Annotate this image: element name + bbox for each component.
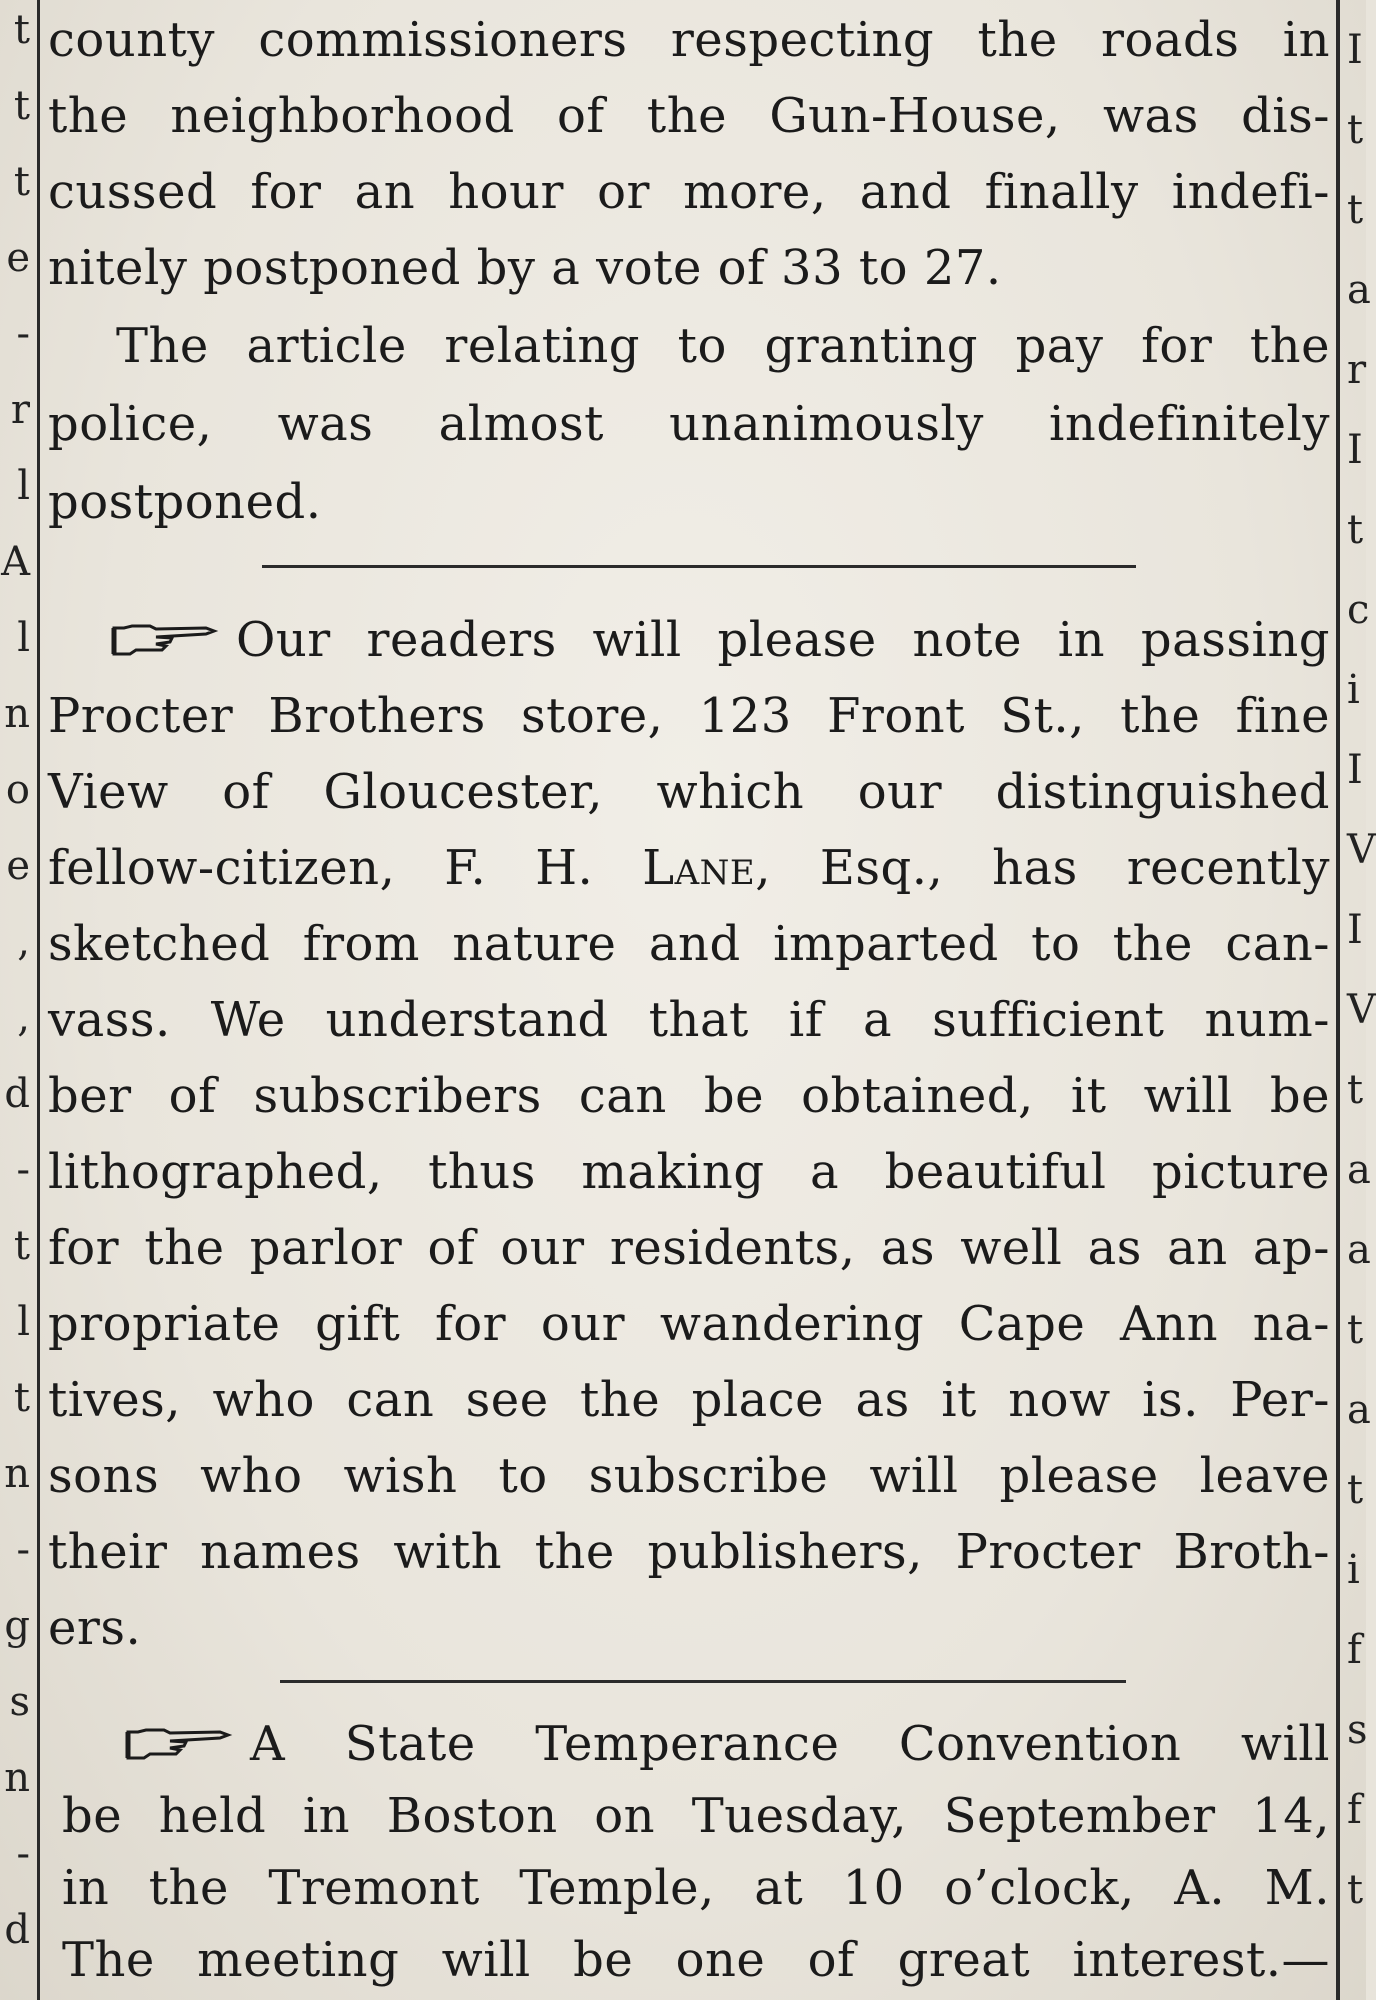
- fragment-char: f: [1347, 1787, 1362, 1833]
- left-column-fragment: [0, 0, 30, 2000]
- fragment-char: t: [1347, 507, 1364, 553]
- article-line: cussed for an hour or more, and finally indefi-: [48, 164, 1330, 220]
- fragment-char: s: [9, 1679, 30, 1725]
- fragment-char: -: [16, 1527, 30, 1573]
- notice-line: [48, 1712, 1330, 1776]
- pointing-hand-icon: [124, 1724, 236, 1764]
- fragment-char: d: [4, 1907, 30, 1953]
- right-column-fragment: [1345, 0, 1376, 2000]
- notice-line: sketched from nature and imparted to the can-: [48, 916, 1330, 972]
- fragment-char: t: [13, 1375, 30, 1421]
- fragment-char: e: [6, 235, 30, 281]
- column-rule-left: [37, 0, 40, 2000]
- pointing-hand-icon: [110, 620, 222, 660]
- notice-line: their names with the publishers, Procter Broth-: [48, 1524, 1330, 1580]
- notice-line: be held in Boston on Tuesday, September 14,: [62, 1788, 1330, 1844]
- fragment-char: r: [10, 387, 30, 433]
- notice-line: vass. We understand that if a sufficient num-: [48, 992, 1330, 1048]
- fragment-char: i: [1347, 1547, 1360, 1593]
- fragment-char: t: [1347, 1467, 1364, 1513]
- notice-line: tives, who can see the place as it now is. Per-: [48, 1372, 1330, 1428]
- fragment-char: a: [1347, 1147, 1371, 1193]
- fragment-char: V: [1347, 987, 1376, 1033]
- fragment-char: -: [16, 1147, 30, 1193]
- article-line: county commissioners respecting the roads in: [48, 12, 1330, 68]
- fragment-char: t: [1347, 107, 1364, 153]
- article-line: the neighborhood of the Gun-House, was dis-: [48, 88, 1330, 144]
- fragment-char: V: [1347, 827, 1376, 873]
- fragment-char: t: [13, 7, 30, 53]
- fragment-char: -: [16, 311, 30, 357]
- notice-line: Procter Brothers store, 123 Front St., the fine: [48, 688, 1330, 744]
- notice-line: ber of subscribers can be obtained, it will be: [48, 1068, 1330, 1124]
- notice-first-line: Our readers will please note in passing: [236, 612, 1330, 668]
- notice-line: [48, 836, 1330, 900]
- fragment-char: ,: [17, 995, 30, 1041]
- fragment-char: a: [1347, 1387, 1371, 1433]
- fragment-char: t: [13, 83, 30, 129]
- artist-name: F. H. Lane: [444, 840, 756, 896]
- fragment-char: A: [1, 539, 30, 585]
- fragment-char: r: [1347, 347, 1367, 393]
- fragment-char: i: [1347, 667, 1360, 713]
- fragment-char: I: [1347, 27, 1363, 73]
- fragment-char: l: [17, 463, 30, 509]
- notice-line: propriate gift for our wandering Cape Ann na-: [48, 1296, 1330, 1352]
- fragment-char: t: [1347, 1307, 1364, 1353]
- fragment-char: s: [1347, 1707, 1368, 1753]
- fragment-char: t: [1347, 187, 1364, 233]
- fragment-char: e: [6, 843, 30, 889]
- notice-line: [48, 608, 1330, 672]
- fragment-char: l: [17, 1299, 30, 1345]
- notice-line: for the parlor of our residents, as well as an ap-: [48, 1220, 1330, 1276]
- fragment-char: t: [13, 1223, 30, 1269]
- notice-line: sons who wish to subscribe will please leave: [48, 1448, 1330, 1504]
- notice-line: ers.: [48, 1600, 142, 1656]
- column-rule-right: [1336, 0, 1340, 2000]
- notice-first-line: A State Temperance Convention will: [250, 1716, 1330, 1772]
- fragment-char: ,: [17, 919, 30, 965]
- fragment-char: g: [4, 1603, 30, 1649]
- fragment-char: I: [1347, 747, 1363, 793]
- article-line: nitely postponed by a vote of 33 to 27.: [48, 240, 1002, 296]
- notice-text: , Esq., has recently: [755, 840, 1331, 896]
- fragment-char: n: [4, 691, 30, 737]
- fragment-char: -: [16, 1831, 30, 1877]
- fragment-char: a: [1347, 267, 1371, 313]
- fragment-char: o: [5, 767, 30, 813]
- fragment-char: I: [1347, 907, 1363, 953]
- fragment-char: n: [4, 1451, 30, 1497]
- fragment-char: l: [17, 615, 30, 661]
- article-line: police, was almost unanimously indefinitely: [48, 396, 1330, 452]
- notice-text: fellow-citizen,: [48, 840, 396, 896]
- notice-line: in the Tremont Temple, at 10 o’clock, A. M.: [62, 1860, 1330, 1916]
- fragment-char: I: [1347, 427, 1363, 473]
- fragment-char: t: [1347, 1867, 1364, 1913]
- fragment-char: d: [4, 1071, 30, 1117]
- fragment-char: t: [13, 159, 30, 205]
- section-separator: [280, 1680, 1126, 1683]
- fragment-char: n: [4, 1755, 30, 1801]
- article-line: postponed.: [48, 474, 322, 530]
- fragment-char: t: [1347, 1067, 1364, 1113]
- notice-line: View of Gloucester, which our distinguished: [48, 764, 1330, 820]
- notice-line: The meeting will be one of great interest.—: [62, 1932, 1330, 1988]
- section-separator: [262, 565, 1136, 568]
- fragment-char: f: [1347, 1627, 1362, 1673]
- notice-line: lithographed, thus making a beautiful picture: [48, 1144, 1330, 1200]
- fragment-char: c: [1347, 587, 1370, 633]
- fragment-char: a: [1347, 1227, 1371, 1273]
- article-line: The article relating to granting pay for the: [116, 318, 1330, 374]
